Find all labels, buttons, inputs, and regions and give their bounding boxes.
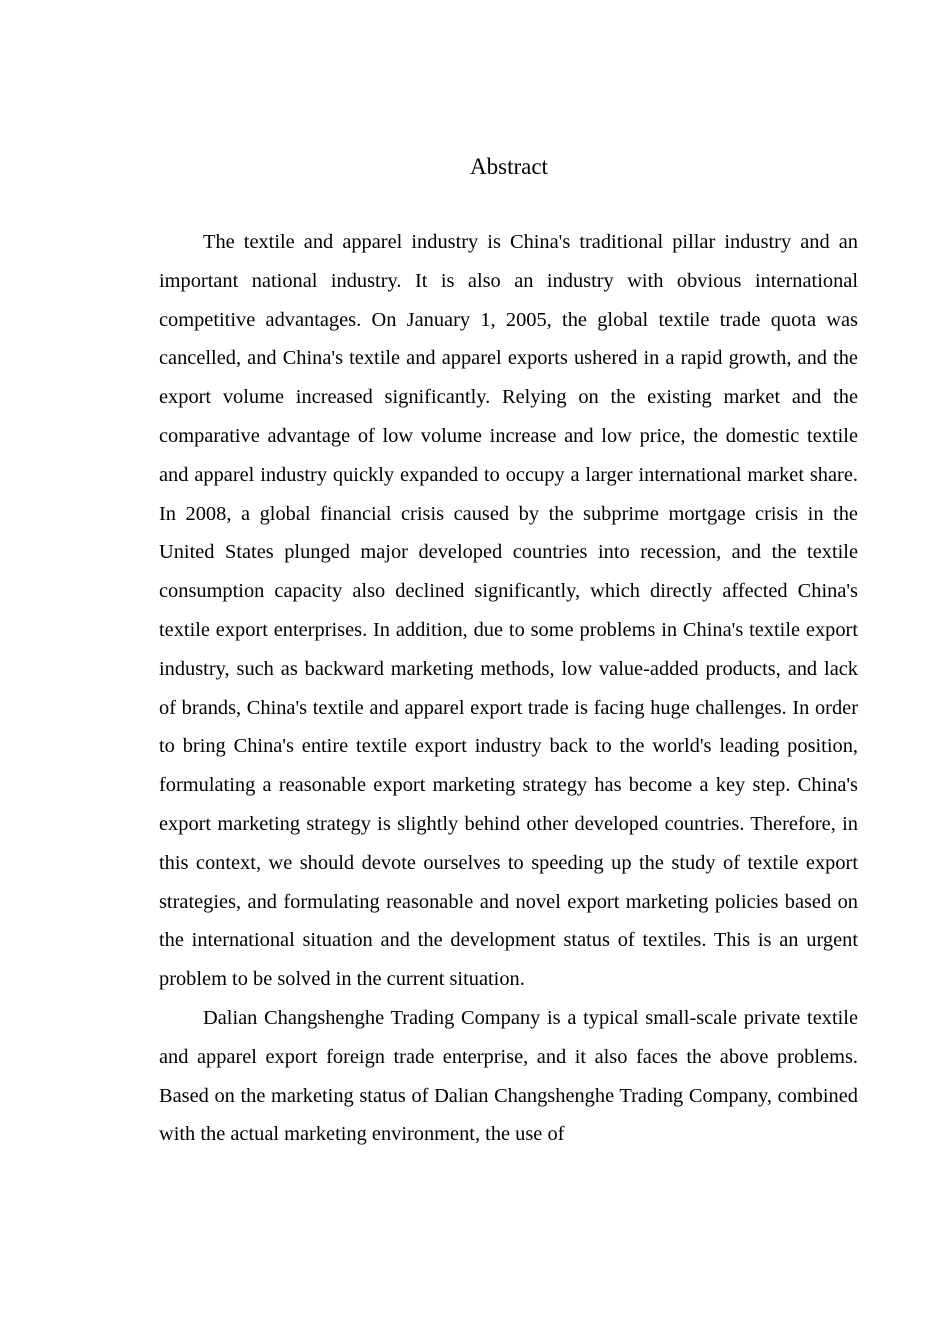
abstract-title: Abstract xyxy=(470,154,548,179)
abstract-paragraph-2: Dalian Changshenghe Trading Company is a typical small-scale private textile and apparel export foreign trade enterprise, and it also faces the above problems. Based on the marketing status of Dalian Changshenghe Trading Company, combined with the actual marketing environment, the use of xyxy=(159,1006,858,1146)
abstract-paragraph-1: The textile and apparel industry is China's traditional pillar industry and an important national industry. It is also an industry with obvious international competitive advantages. On January 1, 2005, the global textile trade quota was cancelled, and China's textile and apparel exports ushered in a rapid growth, and the export volume increased significantly. Relying on the existing market and the comparative advantage of low volume increase and low price, the domestic textile and apparel industry quickly expanded to occupy a larger international market share. In 2008, a global financial crisis caused by the subprime mortgage crisis in the United States plunged major developed countries into recession, and the textile consumption capacity also declined significantly, which directly affected China's textile export enterprises. In addition, due to some problems in China's textile export industry, such as backward marketing methods, low value-added products, and lack of brands, China's textile and apparel export trade is facing huge challenges. In order to bring China's entire textile export industry back to the world's leading position, formulating a reasonable export marketing strategy has become a key step. China's export marketing strategy is slightly behind other developed countries. Therefore, in this context, we should devote ourselves to speeding up the study of textile export strategies, and formulating reasonable and novel export marketing policies based on the international situation and the development status of textiles. This is an urgent problem to be solved in the current situation. xyxy=(159,231,858,991)
abstract-body xyxy=(159,223,858,1154)
